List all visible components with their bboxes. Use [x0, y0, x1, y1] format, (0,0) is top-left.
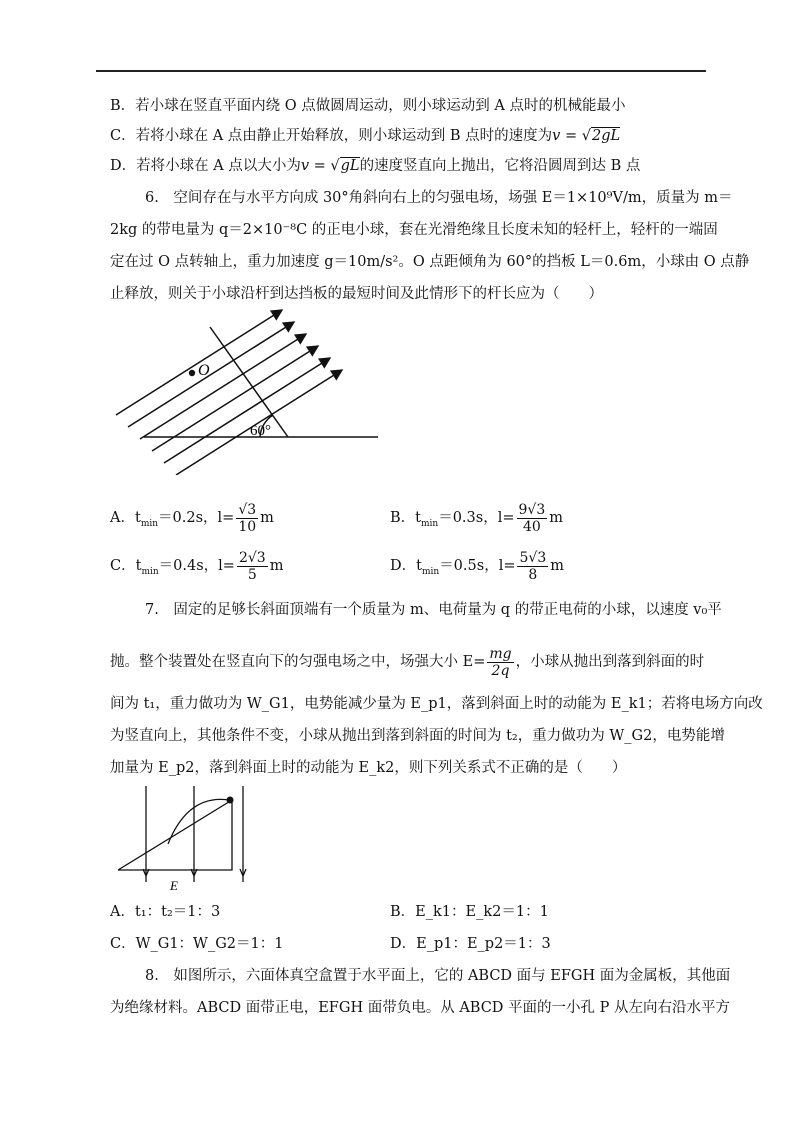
- q5-option-c: C．若将小球在 A 点由静止开始释放，则小球运动到 B 点时的速度为v = √2gL: [110, 128, 621, 144]
- q6-stem-line-4: 止释放，则关于小球沿杆到达挡板的最短时间及此情形下的杆长应为（ ）: [110, 286, 603, 302]
- q5-option-d: D．若将小球在 A 点以大小为v = √gL的速度竖直向上抛出，它将沿圆周到达 B 点: [110, 158, 641, 174]
- q6-option-b: B．$t_{min}=0.3s$，l= $\frac{9√3}{40}$ m: [390, 501, 563, 535]
- field-label: E: [170, 878, 178, 893]
- q6-stem-line-1: 6. 空间存在与水平方向成 30°角斜向右上的匀强电场，场强 E＝1×10⁹V/m，质量为 m＝: [145, 190, 733, 206]
- ball: [227, 797, 234, 804]
- q7-option-a: A．t₁：t₂＝1：3: [110, 904, 221, 920]
- q7-stem-line-3: 间为 t₁，重力做功为 W_G1，电势能减少量为 E_p1，落到斜面上时的动能为 E_k1；若将电场方向改: [110, 696, 763, 712]
- field-line: [140, 334, 306, 439]
- q7-stem-line-4: 为竖直向上，其他条件不变，小球从抛出到落到斜面的时间为 t₂，重力做功为 W_G2，电势能增: [110, 728, 725, 744]
- barrier-line: [210, 327, 288, 437]
- q6-electric-field-figure: [110, 305, 400, 475]
- angle-label: 60°: [250, 423, 271, 439]
- q6-option-c: C．$t_{min}=0.4s$，l= $\frac{2√3}{5}$ m: [110, 549, 284, 583]
- q6-option-a: A．$t_{min}=0.2s$，l= $\frac{√3}{10}$ m: [110, 501, 274, 535]
- q8-stem-line-1: 8. 如图所示，六面体真空盒置于水平面上，它的 ABCD 面与 EFGH 面为金属板，其他面: [145, 968, 731, 984]
- q5-option-b: B．若小球在竖直平面内绕 O 点做圆周运动，则小球运动到 A 点时的机械能最小: [110, 98, 626, 114]
- q7-option-d: D．E_p1：E_p2＝1：3: [390, 936, 551, 952]
- q6-option-d: D．$t_{min}=0.5s$，l= $\frac{5√3}{8}$ m: [390, 549, 564, 583]
- q6-stem-line-2: 2kg 的带电量为 q＝2×10⁻⁸C 的正电小球，套在光滑绝缘且长度未知的轻杆上，轻杆的一端固: [110, 222, 718, 238]
- header-rule: [96, 70, 706, 72]
- trajectory: [168, 799, 229, 844]
- q8-stem-line-2: 为绝缘材料。ABCD 面带正电，EFGH 面带负电。从 ABCD 平面的一小孔 P 从左向右沿水平方: [110, 1000, 731, 1016]
- q6-stem-line-3: 定在过 O 点转轴上，重力加速度 g＝10m/s²。O 点距倾角为 60°的挡板 L＝0.6m，小球由 O 点静: [110, 254, 750, 270]
- q7-option-b: B．E_k1：E_k2＝1：1: [390, 904, 549, 920]
- point-o-label: O: [198, 362, 210, 379]
- q7-stem-line-1: 7. 固定的足够长斜面顶端有一个质量为 m、电荷量为 q 的带正电荷的小球，以速度 v₀平: [145, 602, 722, 618]
- point-o-dot: [189, 370, 195, 376]
- q7-incline-figure: [110, 784, 270, 894]
- incline: [118, 800, 232, 870]
- q7-option-c: C．W_G1：W_G2＝1：1: [110, 936, 284, 952]
- q7-stem-line-5: 加量为 E_p2，落到斜面上时的动能为 E_k2，则下列关系式不正确的是（ ）: [110, 760, 627, 776]
- q7-stem-line-2: 抛。整个装置处在竖直向下的匀强电场之中，场强大小 E= $\frac{mg}{2q}$ ，小球从抛出到落到斜面的时: [110, 645, 705, 679]
